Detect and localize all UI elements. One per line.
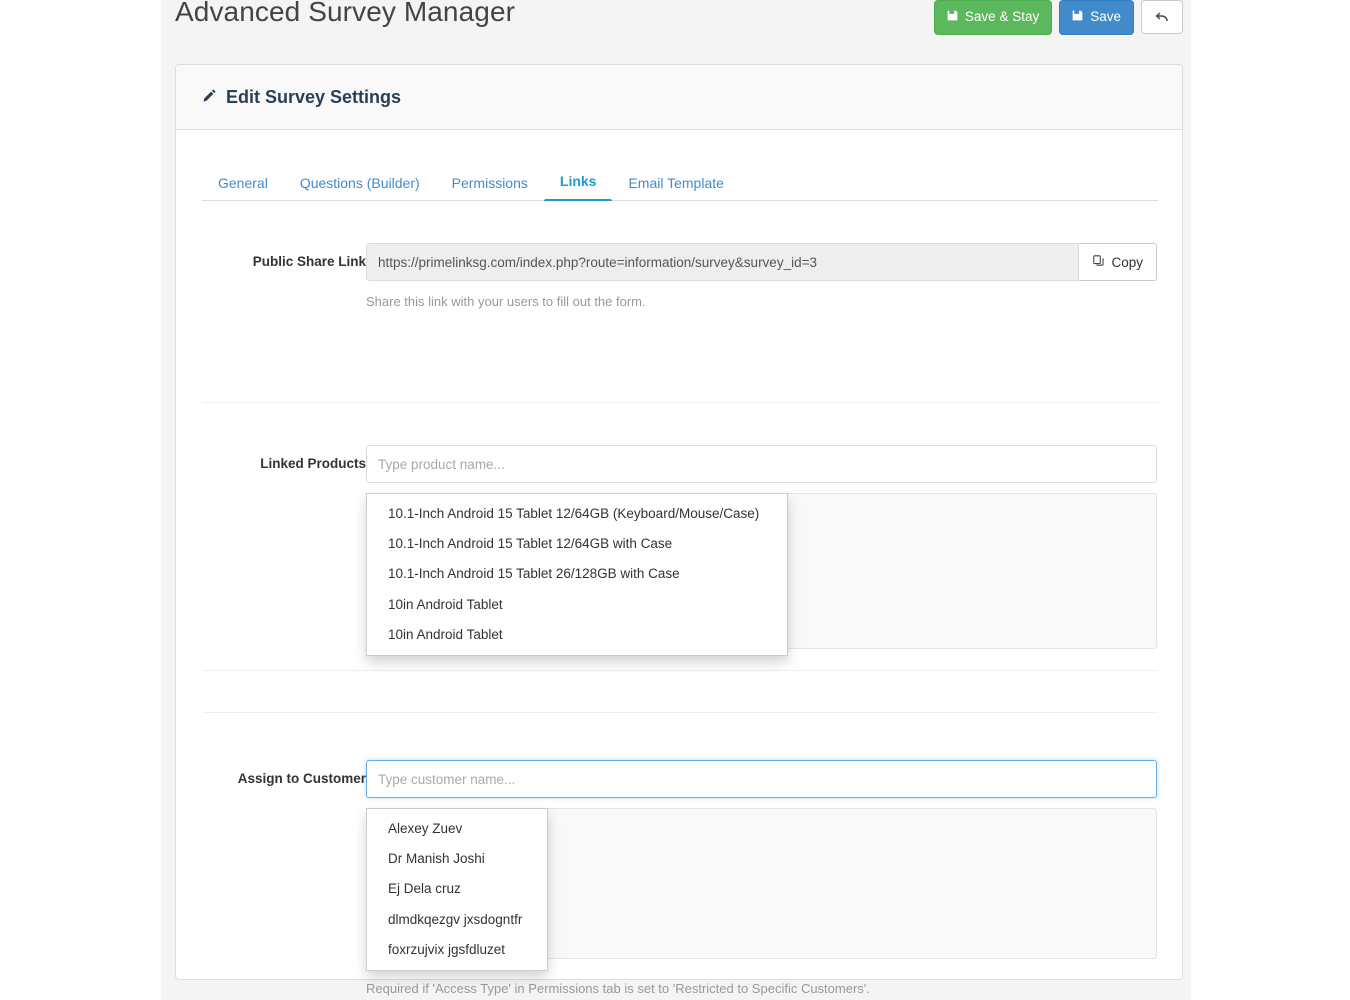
assign-to-customer-label: Assign to Customer <box>237 771 366 786</box>
assign-to-customer-input[interactable] <box>366 760 1157 798</box>
list-item[interactable]: 10.1-Inch Android 15 Tablet 12/64GB with Case <box>388 536 673 552</box>
right-gutter <box>1191 0 1350 1000</box>
linked-products-input[interactable] <box>366 445 1157 483</box>
list-item[interactable]: Dr Manish Joshi <box>388 851 485 867</box>
list-item[interactable]: Ej Dela cruz <box>388 881 461 897</box>
back-button[interactable] <box>1141 0 1183 34</box>
list-item[interactable]: Alexey Zuev <box>388 821 463 836</box>
assign-to-customer-suggestions <box>366 808 548 971</box>
public-share-link-input[interactable] <box>366 243 1079 281</box>
public-share-link-input-group <box>366 243 1157 281</box>
list-item[interactable]: 10.1-Inch Android 15 Tablet 12/64GB (Keyboard/Mouse/Case) <box>388 506 760 521</box>
settings-tabs <box>202 159 1158 201</box>
panel-title <box>202 87 401 108</box>
panel-title-text: Edit Survey Settings <box>226 86 402 107</box>
edit-survey-settings-panel <box>175 64 1183 996</box>
list-item[interactable]: foxrzujvix jgsfdluzet <box>388 941 506 957</box>
divider-3 <box>202 712 1158 713</box>
list-item[interactable]: 10in Android Tablet <box>388 596 503 612</box>
save-button[interactable] <box>1059 0 1134 35</box>
public-share-link-help: Share this link with your users to fill out the form. <box>366 294 646 309</box>
tab-questions-builder[interactable]: Questions (Builder) <box>299 175 420 191</box>
list-item[interactable]: 10.1-Inch Android 15 Tablet 26/128GB with Case <box>388 566 680 582</box>
linked-products-suggestions <box>366 493 788 656</box>
list-item[interactable]: 10in Android Tablet <box>388 626 503 642</box>
pencil-icon <box>202 87 217 108</box>
page-header <box>161 0 1191 46</box>
tab-email-template[interactable]: Email Template <box>628 175 724 191</box>
left-gutter <box>0 0 161 1000</box>
floppy-disk-icon <box>1071 9 1084 25</box>
panel-heading <box>176 65 1182 130</box>
divider-2 <box>202 670 1158 671</box>
copy-icon <box>1092 254 1105 270</box>
back-arrow-icon <box>1154 9 1170 25</box>
page-title: Advanced Survey Manager <box>175 0 516 27</box>
copy-link-label: Copy <box>1111 254 1143 270</box>
tab-links[interactable]: Links <box>544 163 613 201</box>
linked-products-label: Linked Products <box>260 456 366 471</box>
list-item[interactable]: dlmdkqezgv jxsdogntfr <box>388 911 523 927</box>
content-column <box>161 0 1191 1000</box>
assign-to-customer-help: Required if 'Access Type' in Permissions tab is set to 'Restricted to Specific Customers'. <box>366 981 870 996</box>
copy-link-button[interactable] <box>1079 243 1157 281</box>
tab-permissions[interactable]: Permissions <box>451 175 528 191</box>
floppy-disk-icon <box>946 9 959 25</box>
divider-1 <box>202 402 1158 403</box>
save-and-stay-button[interactable] <box>934 0 1052 35</box>
tab-general[interactable]: General <box>218 175 268 191</box>
public-share-link-label: Public Share Link <box>252 254 366 269</box>
header-actions <box>934 0 1183 35</box>
save-label: Save <box>1090 9 1121 24</box>
save-and-stay-label: Save & Stay <box>964 9 1040 24</box>
